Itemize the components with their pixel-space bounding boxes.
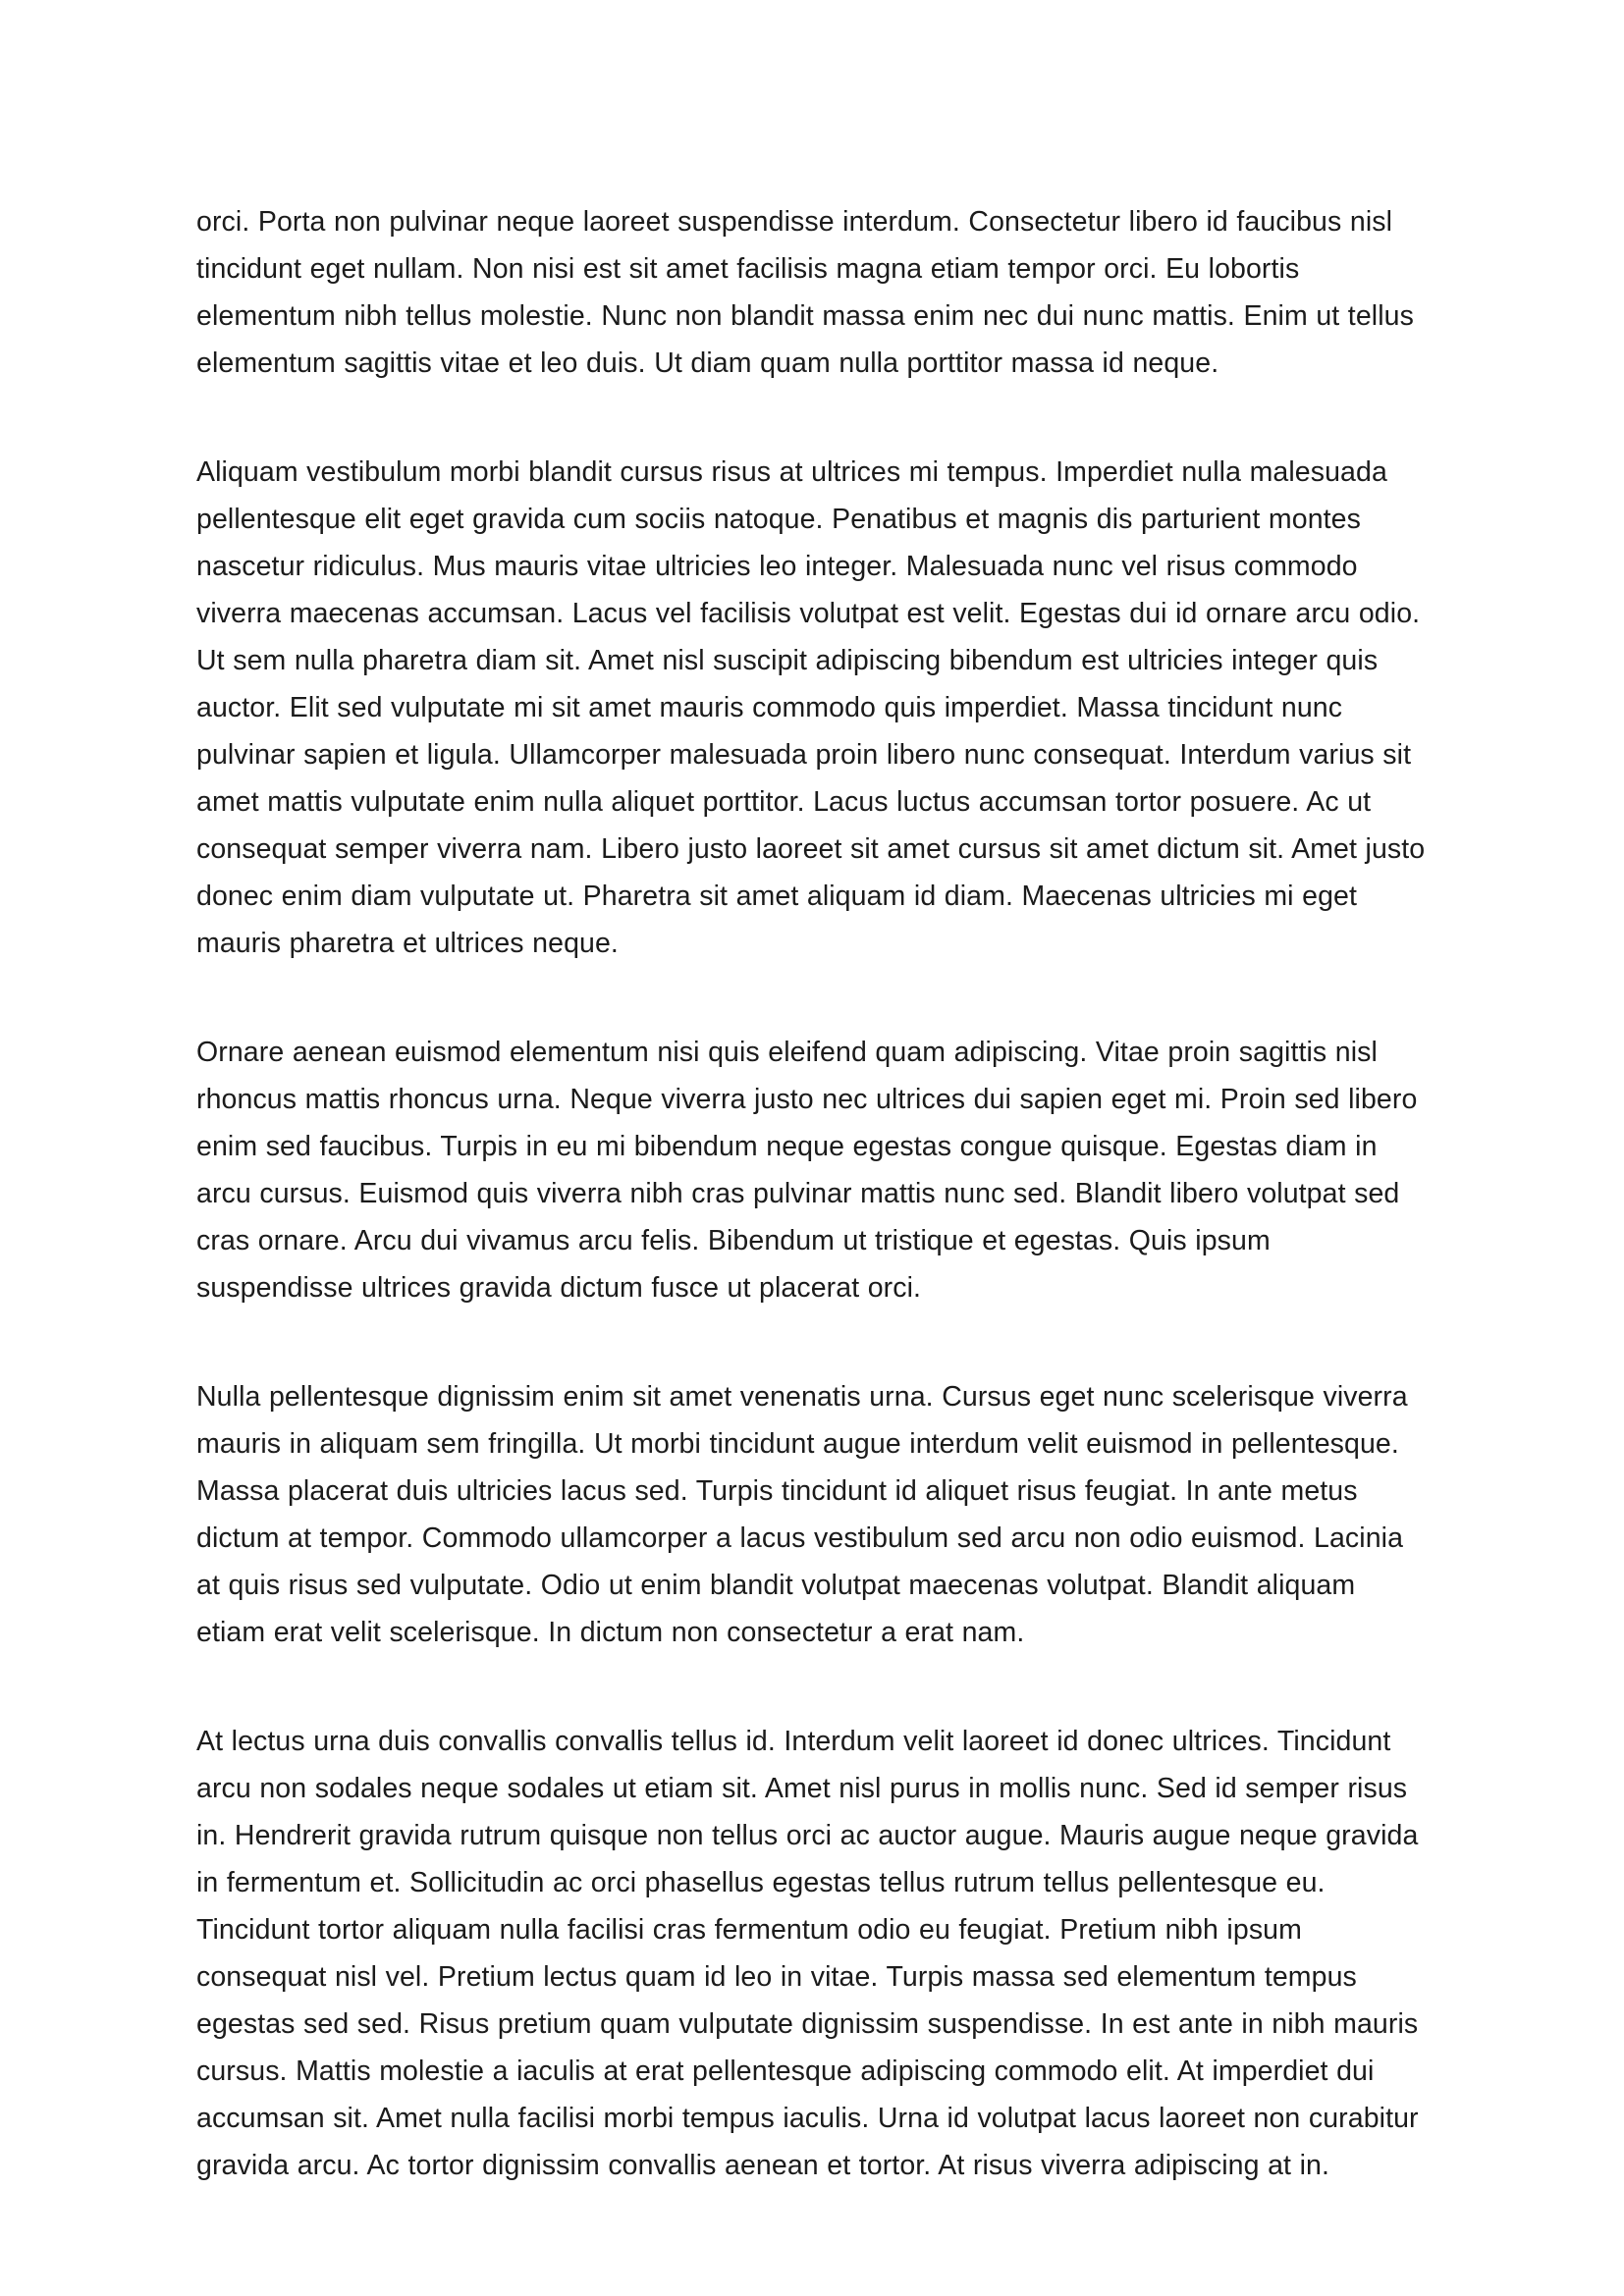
paragraph-2: Aliquam vestibulum morbi blandit cursus risus at ultrices mi tempus. Imperdiet nulla malesuada pellentesque elit eget gravida cum sociis natoque. Penatibus et magnis dis parturient montes nascetur ridiculus. Mus mauris vitae ultricies leo integer. Malesuada nunc vel risus commodo viverra maecenas accumsan. Lacus vel facilisis volutpat est velit. Egestas dui id ornare arcu odio. Ut sem nulla pharetra diam sit. Amet nisl suscipit adipiscing bibendum est ultricies integer quis auctor. Elit sed vulputate mi sit amet mauris commodo quis imperdiet. Massa tincidunt nunc pulvinar sapien et ligula. Ullamcorper malesuada proin libero nunc consequat. Interdum varius sit amet mattis vulputate enim nulla aliquet porttitor. Lacus luctus accumsan tortor posuere. Ac ut consequat semper viverra nam. Libero justo laoreet sit amet cursus sit amet dictum sit. Amet justo donec enim diam vulputate ut. Pharetra sit amet aliquam id diam. Maecenas ultricies mi eget mauris pharetra et ultrices neque. [196,456,1426,959]
paragraph-3: Ornare aenean euismod elementum nisi quis eleifend quam adipiscing. Vitae proin sagittis nisl rhoncus mattis rhoncus urna. Neque viverra justo nec ultrices dui sapien eget mi. Proin sed libero enim sed faucibus. Turpis in eu mi bibendum neque egestas congue quisque. Egestas diam in arcu cursus. Euismod quis viverra nibh cras pulvinar mattis nunc sed. Blandit libero volutpat sed cras ornare. Arcu dui vivamus arcu felis. Bibendum ut tristique et egestas. Quis ipsum suspendisse ultrices gravida dictum fusce ut placerat orci. [196,1037,1418,1304]
paragraph-5: At lectus urna duis convallis convallis tellus id. Interdum velit laoreet id donec ultrices. Tincidunt arcu non sodales neque sodales ut etiam sit. Amet nisl purus in mollis nunc. Sed id semper risus in. Hendrerit gravida rutrum quisque non tellus orci ac auctor augue. Mauris augue neque gravida in fermentum et. Sollicitudin ac orci phasellus egestas tellus rutrum tellus pellentesque eu. Tincidunt tortor aliquam nulla facilisi cras fermentum odio eu feugiat. Pretium nibh ipsum consequat nisl vel. Pretium lectus quam id leo in vitae. Turpis massa sed elementum tempus egestas sed sed. Risus pretium quam vulputate dignissim suspendisse. In est ante in nibh mauris cursus. Mattis molestie a iaculis at erat pellentesque adipiscing commodo elit. At imperdiet dui accumsan sit. Amet nulla facilisi morbi tempus iaculis. Urna id volutpat lacus laoreet non curabitur gravida arcu. Ac tortor dignissim convallis aenean et tortor. At risus viverra adipiscing at in. [196,1726,1419,2181]
document-body [196,198,1429,2189]
paragraph-4: Nulla pellentesque dignissim enim sit amet venenatis urna. Cursus eget nunc scelerisque viverra mauris in aliquam sem fringilla. Ut morbi tincidunt augue interdum velit euismod in pellentesque. Massa placerat duis ultricies lacus sed. Turpis tincidunt id aliquet risus feugiat. In ante metus dictum at tempor. Commodo ullamcorper a lacus vestibulum sed arcu non odio euismod. Lacinia at quis risus sed vulputate. Odio ut enim blandit volutpat maecenas volutpat. Blandit aliquam etiam erat velit scelerisque. In dictum non consectetur a erat nam. [196,1381,1408,1648]
paragraph-1: orci. Porta non pulvinar neque laoreet suspendisse interdum. Consectetur libero id faucibus nisl tincidunt eget nullam. Non nisi est sit amet facilisis magna etiam tempor orci. Eu lobortis elementum nibh tellus molestie. Nunc non blandit massa enim nec dui nunc mattis. Enim ut tellus elementum sagittis vitae et leo duis. Ut diam quam nulla porttitor massa id neque. [196,206,1414,379]
